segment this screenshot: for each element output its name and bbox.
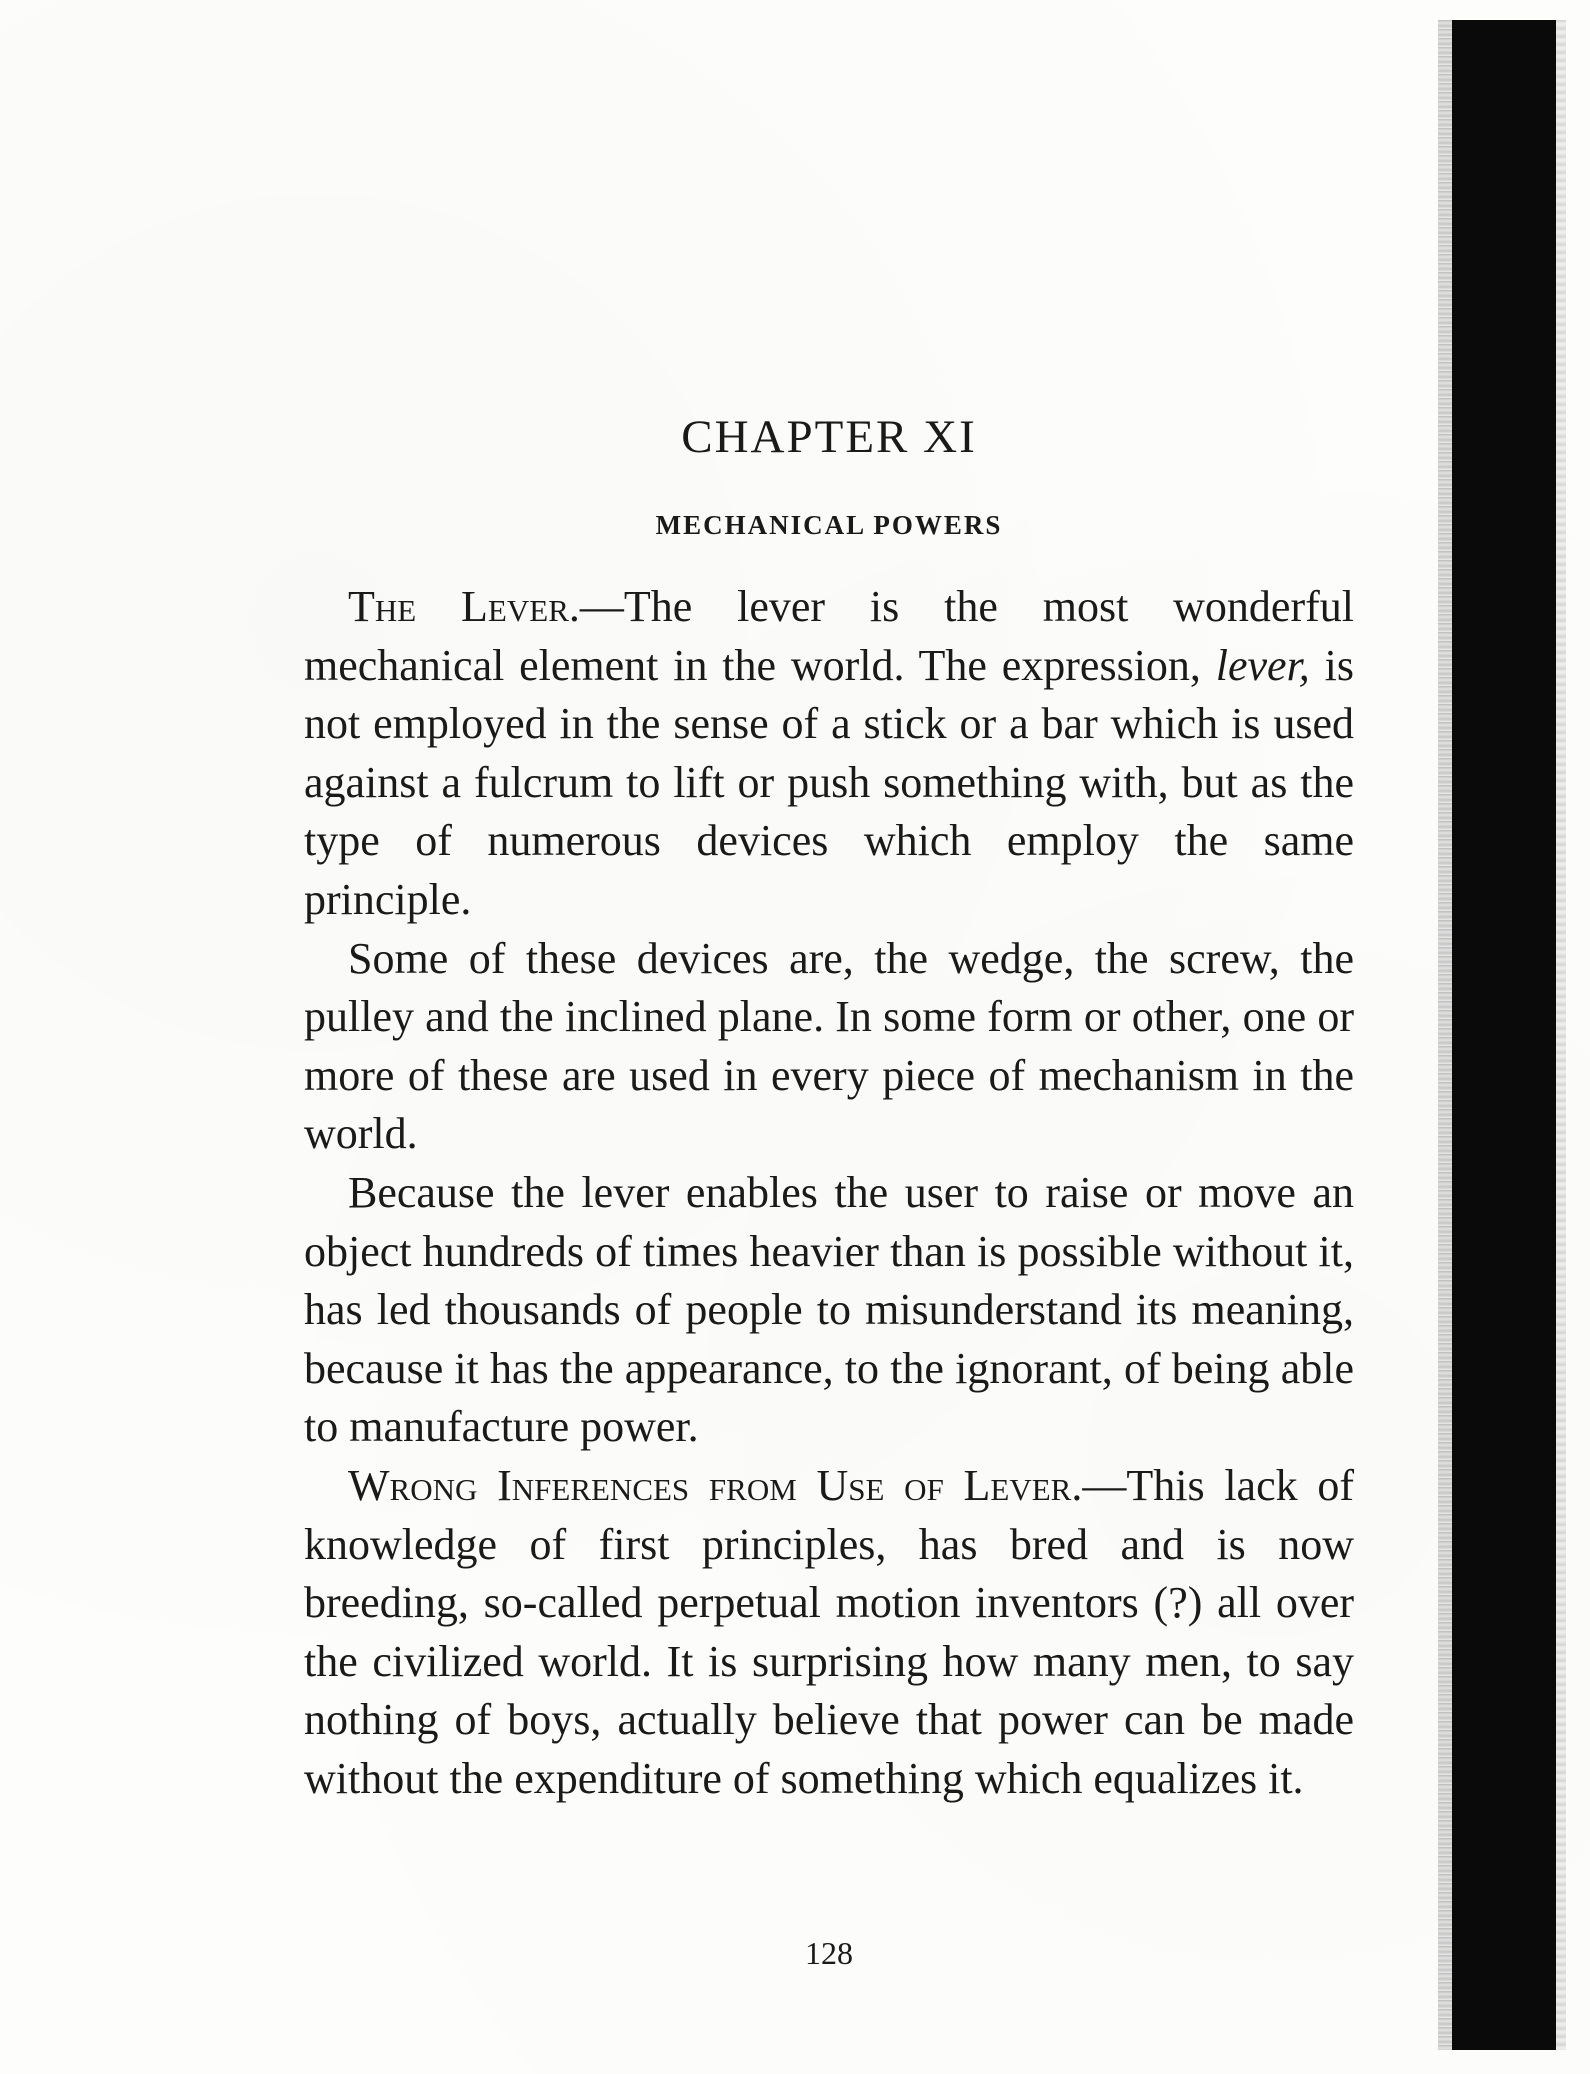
paragraph-text: —The lever is the most wonderful mechanical element in the world. The expression,	[304, 582, 1354, 690]
paragraph-misunderstanding: Because the lever enables the user to raise or move an object hundreds of times heavier than is possible without it, has led thousands of people to misunderstand its meaning, because it has the appearance, to the ignorant, of being able to manufacture power.	[304, 1167, 1354, 1452]
chapter-body	[304, 578, 1354, 1808]
section-heading-wrong-inferences: Wrong Inferences from Use of Lever.	[348, 1460, 1083, 1510]
book-binding-strip	[1452, 20, 1556, 2050]
paragraph-wrong-inferences	[304, 1457, 1354, 1809]
paragraph-text-after: is not employed in the sense of a stick or a bar which is used against a fulcrum to lift or push something with, but as the type of numerous devices which employ the same principle.	[304, 640, 1354, 924]
italic-term: lever,	[1215, 640, 1310, 690]
paragraph-text: —This lack of knowledge of first principles, has bred and is now breeding, so-called perpetual motion inventors (?) all over the civilized world. It is surprising how many men, to say nothing of boys, actually believe that power can be made without the expenditure of something which equalizes it.	[304, 1460, 1354, 1803]
section-heading-lever: The Lever.	[348, 582, 580, 631]
chapter-subtitle: MECHANICAL POWERS	[655, 510, 1003, 540]
paragraph-lever	[304, 578, 1354, 930]
paragraph-devices: Some of these devices are, the wedge, the screw, the pulley and the inclined plane. In some form or other, one or more of these are used in every piece of mechanism in the world.	[304, 933, 1354, 1159]
chapter-title: CHAPTER XI	[681, 411, 977, 463]
binding-edge-right	[1556, 20, 1566, 2050]
page-number: 128	[805, 1935, 853, 1971]
